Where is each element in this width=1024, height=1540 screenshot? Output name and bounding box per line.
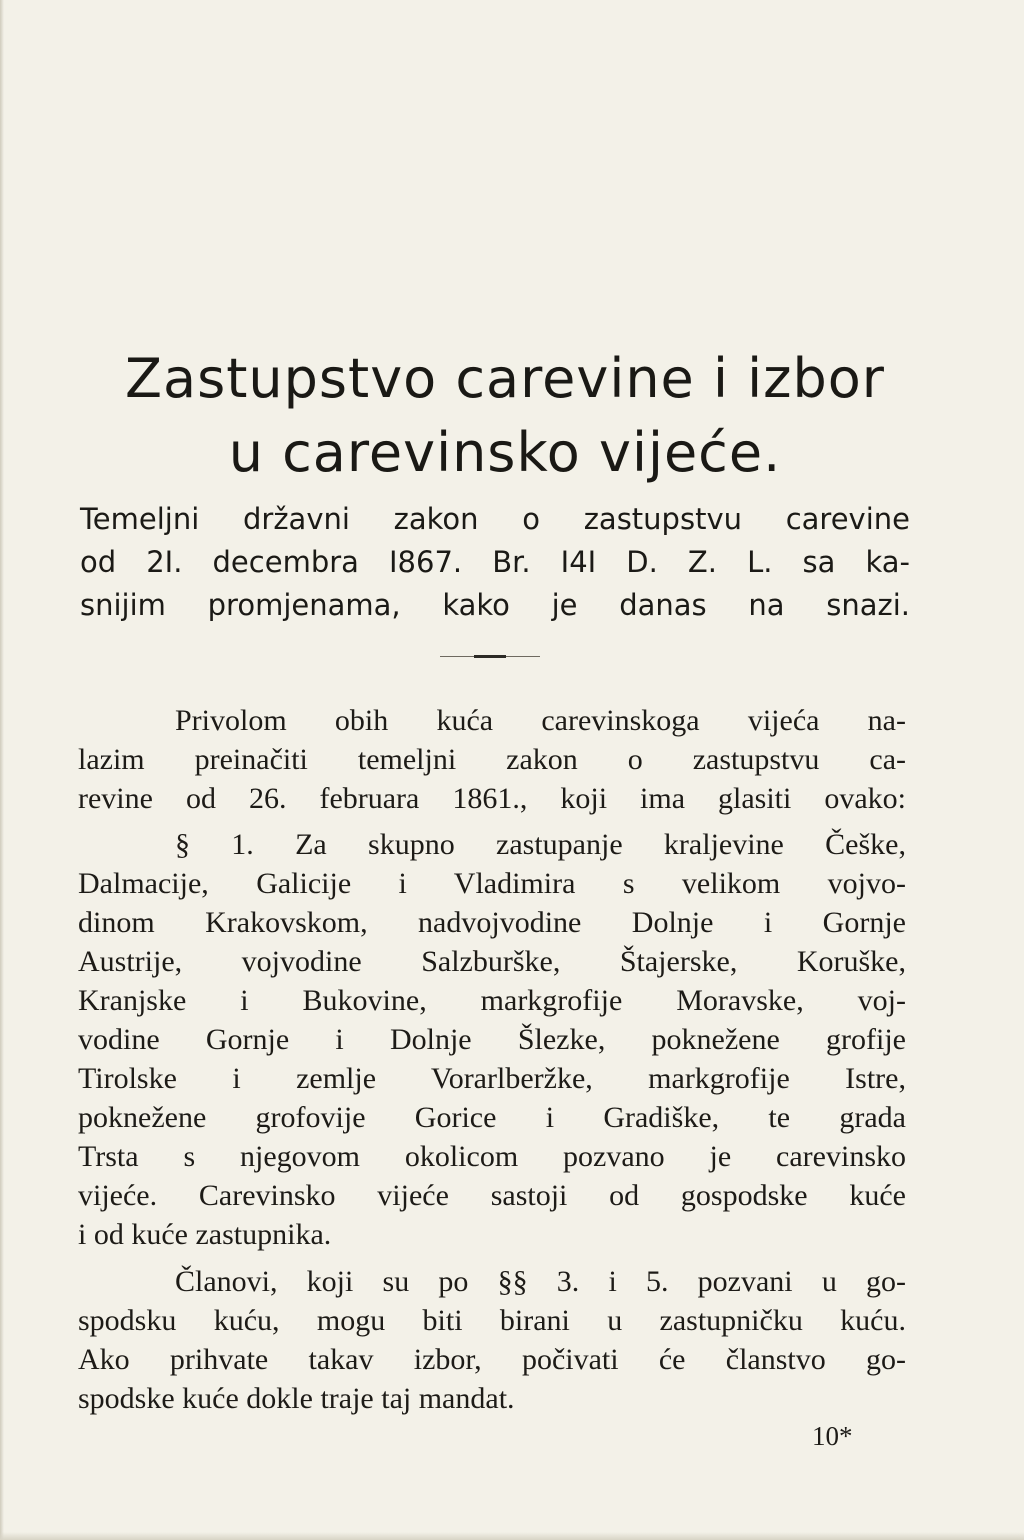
body-line: Austrije, vojvodine Salzburške, Štajerske, Koruške, — [78, 945, 906, 978]
page-title-line-2: u carevinsko vijeće. — [228, 421, 782, 484]
body-line: poknežene grofovije Gorice i Gradiške, te grada — [78, 1101, 906, 1134]
page-title-line-1: Zastupstvo carevine i izbor — [125, 347, 885, 410]
page-bottom-shadow — [0, 1532, 1024, 1540]
subtitle-line-2: od 2I. decembra I867. Br. I4I D. Z. L. sa ka- — [80, 545, 910, 579]
body-line: revine od 26. februara 1861., koji ima glasiti ovako: — [78, 782, 906, 815]
body-line: Dalmacije, Galicije i Vladimira s velikom vojvo- — [78, 867, 906, 900]
body-line: vodine Gornje i Dolnje Šlezke, poknežene grofije — [78, 1023, 906, 1056]
body-line: Trsta s njegovom okolicom pozvano je carevinsko — [78, 1140, 906, 1173]
page-edge-shadow — [0, 0, 4, 1540]
body-line: lazim preinačiti temeljni zakon o zastupstvu ca- — [78, 743, 906, 776]
page-number: 10* — [812, 1421, 853, 1451]
body-line: i od kuće zastupnika. — [78, 1218, 332, 1251]
section-divider — [440, 655, 540, 657]
subtitle-line-3: snijim promjenama, kako je danas na snazi. — [80, 588, 910, 622]
body-line: spodske kuće dokle traje taj mandat. — [78, 1382, 515, 1415]
body-line: Kranjske i Bukovine, markgrofije Moravske, voj- — [78, 984, 906, 1017]
body-line: Članovi, koji su po §§ 3. i 5. pozvani u go- — [175, 1265, 906, 1298]
body-line: spodsku kuću, mogu biti birani u zastupničku kuću. — [78, 1304, 906, 1337]
subtitle-line-1: Temeljni državni zakon o zastupstvu carevine — [80, 502, 910, 536]
body-line: Ako prihvate takav izbor, počivati će članstvo go- — [78, 1343, 906, 1376]
body-line: vijeće. Carevinsko vijeće sastoji od gospodske kuće — [78, 1179, 906, 1212]
body-line: § 1. Za skupno zastupanje kraljevine Češke, — [175, 828, 906, 861]
body-line: Privolom obih kuća carevinskoga vijeća na- — [175, 704, 906, 737]
body-line: Tirolske i zemlje Vorarlberžke, markgrofije Istre, — [78, 1062, 906, 1095]
body-line: dinom Krakovskom, nadvojvodine Dolnje i Gornje — [78, 906, 906, 939]
